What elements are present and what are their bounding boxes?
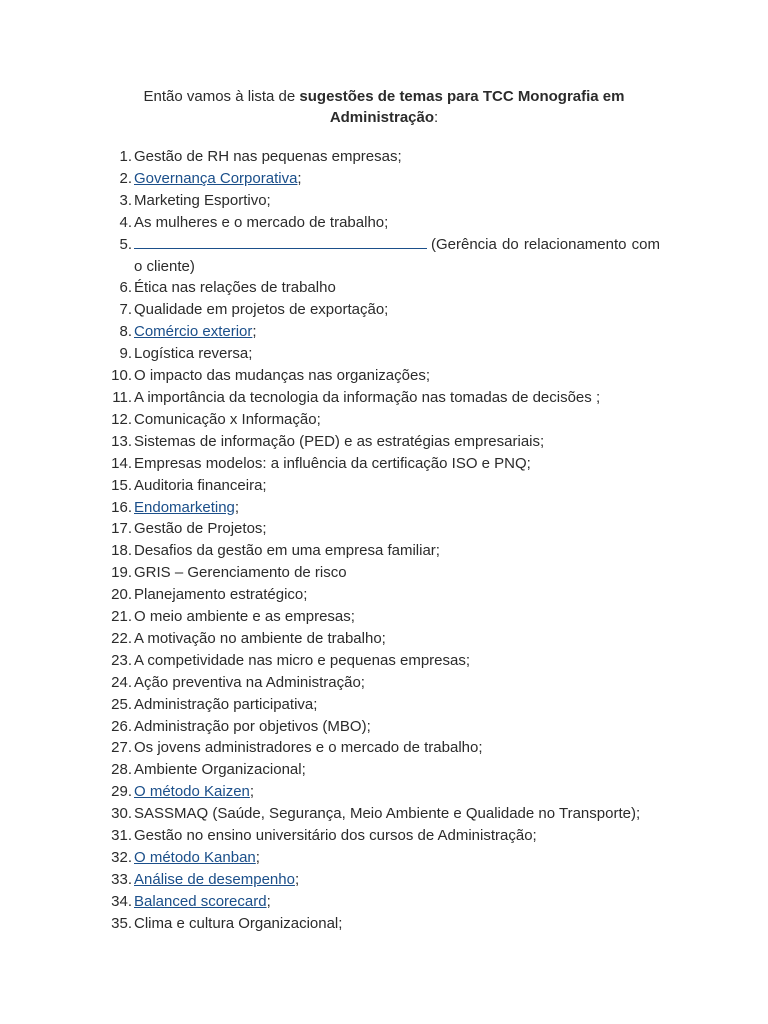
list-item-text: ; [266,892,271,910]
list-item-number: 17. [111,520,132,538]
list-item-text: ; [294,870,300,888]
list-item [100,343,660,365]
list-item-text: Desafios da gestão em uma empresa familiar; [134,542,440,560]
list-item [100,387,660,409]
topic-link[interactable]: O método Kanban [134,849,256,866]
list-item [100,672,660,694]
list-item [100,606,660,628]
list-item-text: ; [252,323,257,341]
list-item-text: Sistemas de informação (PED) e as estratégias empresariais; [134,432,545,450]
list-item-number: 33. [111,870,132,888]
topic-link[interactable]: Análise de desempenho [134,870,295,888]
list-item-number: 4. [119,213,132,231]
list-item-number: 12. [111,410,132,428]
topic-list [100,146,660,935]
list-item-number: 13. [111,432,132,450]
list-item [100,562,660,584]
list-item-text: Ação preventiva na Administração; [134,673,365,691]
list-item-number: 21. [111,608,132,626]
list-item-text: Marketing Esportivo; [134,191,271,209]
list-item-number: 2. [119,169,132,187]
list-item-text: Empresas modelos: a influência da certificação ISO e PNQ; [134,454,531,472]
list-item-number: 23. [111,651,132,669]
list-item-text: Clima e cultura Organizacional; [134,914,343,932]
list-item-number: 3. [119,191,132,209]
intro-bold-title: sugestões de temas para TCC Monografia em Administração [299,88,625,126]
list-item-number: 15. [111,476,132,494]
list-item [100,540,660,562]
list-item-text: Ética nas relações de trabalho [134,279,336,297]
list-item-number: 8. [119,323,132,341]
list-item-number: 28. [111,761,132,779]
list-item [100,869,660,891]
list-item [100,212,660,234]
list-item-text: Gestão de Projetos; [134,520,267,538]
list-item-number: 25. [111,695,132,713]
list-item-number: 10. [111,367,132,385]
list-item-text: (Gerência do relacionamento com o cliente) [134,235,660,275]
list-item [100,847,660,869]
list-item [100,737,660,759]
list-item-number: 18. [111,542,132,560]
list-item-number: 9. [119,345,132,363]
list-item-number: 1. [119,148,132,165]
list-item [100,475,660,497]
list-item-text: O meio ambiente e as empresas; [134,608,355,626]
list-item [100,299,660,321]
list-item [100,431,660,453]
list-item-number: 34. [111,892,132,910]
list-item-text: ; [255,849,260,866]
list-item-text: ; [297,169,302,187]
list-item [100,321,660,343]
list-item [100,146,660,168]
list-item [100,628,660,650]
intro-prefix: Então vamos à lista de [143,88,300,105]
list-item-text: Administração por objetivos (MBO); [134,717,371,735]
list-item-number: 11. [112,388,132,406]
list-item [100,694,660,716]
list-item [100,277,660,299]
list-item-number: 14. [111,454,132,472]
list-item-number: 19. [111,564,132,582]
list-item [100,584,660,606]
list-item-text: GRIS – Gerenciamento de risco [134,564,347,582]
list-item [100,650,660,672]
intro-paragraph [130,86,638,128]
list-item-text: ; [249,783,255,801]
list-item-text: Auditoria financeira; [134,476,267,494]
list-item-number: 31. [111,827,132,845]
list-item [100,716,660,738]
intro-suffix: : [434,109,439,126]
topic-link[interactable]: Endomarketing [134,498,235,516]
list-item-number: 29. [111,783,132,801]
list-item-number: 16. [111,498,132,516]
list-item-text: Gestão no ensino universitário dos cursos de Administração; [134,827,537,845]
list-item-text: O impacto das mudanças nas organizações; [134,367,430,385]
list-item-number: 20. [111,586,132,604]
list-item-number: 30. [111,805,132,823]
list-item-number: 32. [111,849,132,866]
list-item-number: 5. [119,235,132,253]
list-item [100,234,660,278]
list-item [100,781,660,803]
list-item-number: 7. [119,301,132,319]
list-item [100,518,660,540]
list-item [100,759,660,781]
topic-link[interactable]: Governança Corporativa [134,169,298,187]
list-item [100,168,660,190]
list-item-text: Administração participativa; [134,695,318,713]
list-item-text: Os jovens administradores e o mercado de trabalho; [134,739,483,757]
list-item [100,803,660,825]
list-item-text: A competividade nas micro e pequenas empresas; [134,651,471,669]
list-item [100,891,660,913]
list-item-text: Comunicação x Informação; [134,410,321,428]
topic-link[interactable]: O método Kaizen [134,783,250,801]
list-item [100,497,660,519]
list-item-number: 27. [111,739,132,757]
list-item [100,453,660,475]
list-item-text: As mulheres e o mercado de trabalho; [134,213,389,231]
list-item-text: A motivação no ambiente de trabalho; [134,629,386,647]
list-item [100,365,660,387]
list-item-text: Ambiente Organizacional; [134,761,306,779]
topic-link[interactable]: Balanced scorecard [134,892,267,910]
list-item-number: 6. [119,279,132,297]
list-item-text: SASSMAQ (Saúde, Segurança, Meio Ambiente e Qualidade no Transporte); [134,805,641,823]
list-item-text: Planejamento estratégico; [134,586,308,604]
list-item-number: 26. [111,717,132,735]
list-item-text: ; [234,498,240,516]
list-item [100,913,660,935]
topic-link[interactable]: Comércio exterior [134,323,253,341]
list-item [100,409,660,431]
blank-fill-line [134,234,427,249]
list-item [100,190,660,212]
list-item-text: Logística reversa; [134,345,253,363]
list-item-number: 24. [111,673,132,691]
list-item-number: 22. [111,629,132,647]
list-item-text: Qualidade em projetos de exportação; [134,301,389,319]
list-item-text: A importância da tecnologia da informação nas tomadas de decisões ; [134,388,601,406]
list-item-number: 35. [111,914,132,932]
list-item [100,825,660,847]
list-item-text: Gestão de RH nas pequenas empresas; [134,148,402,165]
